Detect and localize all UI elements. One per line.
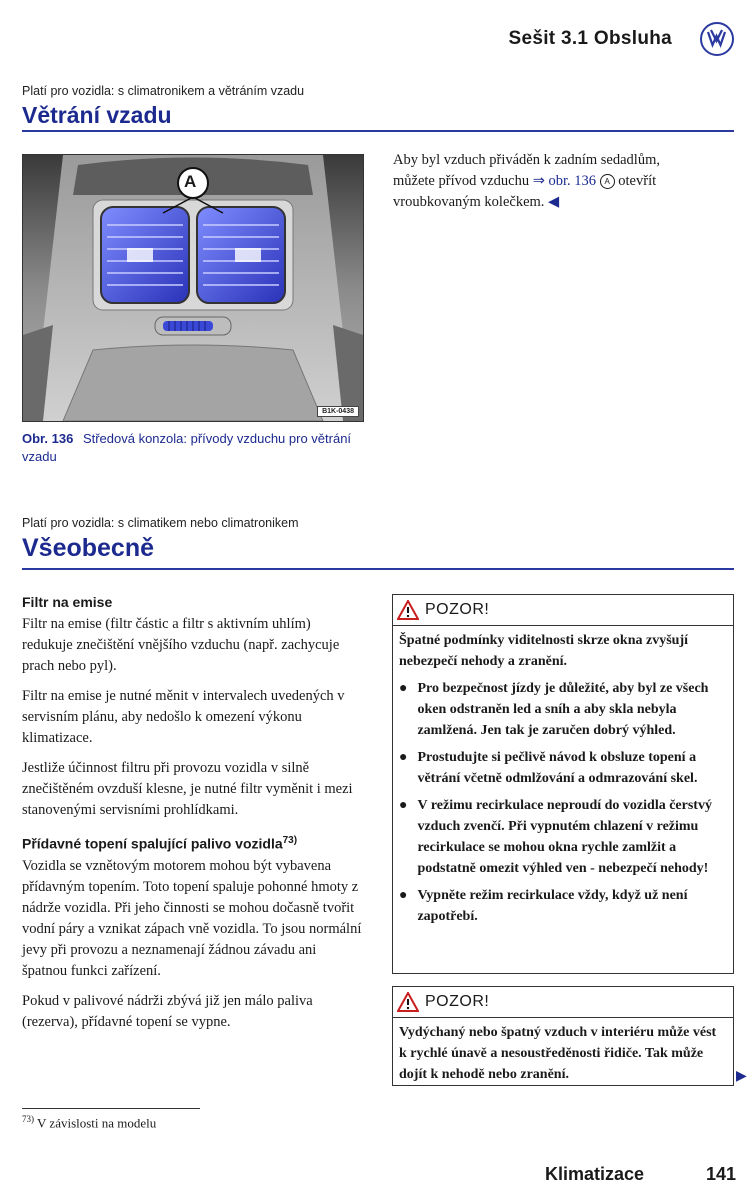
section-title-general: Všeobecně bbox=[22, 534, 155, 562]
section-header-title: Sešit 3.1 Obsluha bbox=[508, 28, 672, 49]
footnote-ref: 73) bbox=[282, 835, 298, 846]
end-of-section-icon: ◀ bbox=[548, 194, 560, 210]
heater-heading bbox=[22, 835, 362, 852]
figure-rear-vents bbox=[22, 154, 364, 422]
figure-illustration bbox=[23, 155, 363, 421]
applies-to-note: Platí pro vozidla: s climatronikem a větráním vzadu bbox=[22, 84, 305, 98]
warning-bullet: ● Prostudujte si pečlivě návod k obsluze topení a větrání včetně odmlžování a odmrazování skel. bbox=[399, 747, 727, 789]
filter-paragraph-1: Filtr na emise (filtr částic a filtr s aktivním uhlím) redukuje znečištění vnějšího vzduchu (např. zachycuje prach nebo pyl). bbox=[22, 616, 340, 674]
figure-caption-text: Středová konzola: přívody vzduchu pro větrání vzadu bbox=[22, 431, 352, 464]
heater-paragraph-2: Pokud v palivové nádrži zbývá již jen málo paliva (rezerva), přídavné topení se vypne. bbox=[22, 992, 313, 1030]
warning-body: Vydýchaný nebo špatný vzduch v interiéru může vést k rychlé únavě a nesoustředěnosti řidiče. Tak může dojít k nehodě nebo zranění. bbox=[399, 1025, 717, 1082]
warning-bullet-text: Vypněte režim recirkulace vždy, když už není zapotřebí. bbox=[417, 888, 688, 924]
figure-ref-arrow: ⇒ bbox=[532, 173, 545, 189]
warning-header bbox=[393, 595, 733, 626]
warning-bullet: ● Pro bezpečnost jízdy je důležité, aby byl ze všech oken odstraněn led a sníh a aby skla nebyla zamlžená. Jen tak je zaručen dobrý výhled. bbox=[399, 678, 727, 741]
warning-bullet-text: V režimu recirkulace neproudí do vozidla čerstvý vzduch zvenčí. Při vypnutém chlazení v režimu recirkulace se mohou okna rychle zamlžit a podstatně omezit výhled ven - nebezpečí nehody! bbox=[417, 798, 712, 876]
heater-paragraph-1: Vozidla se vznětovým motorem mohou být vybavena přídavným topením. Toto topení spaluje pohonné hmoty z nádrže vozidla. Při jeho činnosti se mohou dočasně tvořit vodní páry a vznikat zápach vně vozidla. To jsou normální jevy při provozu a neznamenají žádnou závadu ani špatnou funkci zařízení. bbox=[22, 857, 362, 979]
figure-code: B1K-0438 bbox=[317, 406, 359, 417]
warning-bullet-text: Pro bezpečnost jízdy je důležité, aby byl ze všech oken odstraněn led a sníh a aby skla nebyla zamlžená. Jen tak je zaručen dobrý výhled. bbox=[417, 681, 709, 738]
warning-title: POZOR! bbox=[425, 601, 490, 618]
footnote-number: 73) bbox=[22, 1114, 34, 1124]
intro-line-2-end: otevřít bbox=[614, 173, 657, 189]
section-title-rear-ventilation: Větrání vzadu bbox=[22, 102, 172, 128]
figure-caption-label: Obr. 136 bbox=[22, 431, 74, 446]
marker-a-icon: A bbox=[600, 174, 615, 189]
warning-title: POZOR! bbox=[425, 993, 490, 1010]
footnote-text: V závislosti na modelu bbox=[37, 1115, 157, 1131]
warning-bullet-text: Prostudujte si pečlivě návod k obsluze topení a větrání včetně odmlžování a odmrazování skel. bbox=[417, 750, 698, 786]
intro-line-1: Aby byl vzduch přiváděn k zadním sedadlům, bbox=[393, 152, 660, 168]
filter-paragraph-2: Filtr na emise je nutné měnit v intervalech uvedených v servisním plánu, aby nedošlo k omezení výkonu klimatizace. bbox=[22, 688, 345, 746]
continue-arrow-icon: ▶ bbox=[736, 1069, 747, 1084]
intro-line-3: vroubkovaným kolečkem. bbox=[393, 194, 545, 210]
warning-box-1 bbox=[392, 594, 734, 974]
section-rule-2 bbox=[22, 568, 734, 570]
warning-box-2 bbox=[392, 986, 734, 1086]
chapter-title: Klimatizace bbox=[545, 1164, 645, 1184]
left-column bbox=[22, 594, 362, 1033]
vw-logo bbox=[700, 22, 734, 56]
section-rule bbox=[22, 130, 734, 132]
figure-caption bbox=[22, 430, 362, 466]
warning-bullet: ● V režimu recirkulace neproudí do vozidla čerstvý vzduch zvenčí. Při vypnutém chlazení v režimu recirkulace se mohou okna rychle zamlžit a podstatně omezit výhled ven - nebezpečí nehody! bbox=[399, 795, 727, 879]
figure-callout-a: A bbox=[184, 172, 197, 191]
footnote bbox=[22, 1114, 156, 1131]
applies-to-note-2: Platí pro vozidla: s climatikem nebo climatronikem bbox=[22, 516, 299, 530]
warning-body bbox=[393, 626, 733, 937]
heater-heading-text: Přídavné topení spalující palivo vozidla bbox=[22, 835, 283, 852]
warning-triangle-icon bbox=[397, 992, 419, 1012]
filter-heading: Filtr na emise bbox=[22, 594, 113, 610]
page-number: 141 bbox=[706, 1164, 737, 1184]
figure-reference-link[interactable]: obr. 136 bbox=[548, 173, 597, 189]
rear-vent-instructions bbox=[393, 150, 733, 213]
warning-header bbox=[393, 987, 733, 1018]
footnote-rule bbox=[22, 1108, 200, 1109]
warning-intro: Špatné podmínky viditelnosti skrze okna zvyšují nebezpečí nehody a zranění. bbox=[399, 633, 688, 669]
warning-triangle-icon bbox=[397, 600, 419, 620]
intro-line-2: můžete přívod vzduchu bbox=[393, 173, 533, 189]
filter-paragraph-3: Jestliže účinnost filtru při provozu vozidla v silně znečištěném ovzduší klesne, je nutné filtr vyměnit i mezi stanovenými servisními prohlídkami. bbox=[22, 760, 353, 818]
warning-bullet: ● Vypněte režim recirkulace vždy, když už není zapotřebí. bbox=[399, 885, 727, 927]
